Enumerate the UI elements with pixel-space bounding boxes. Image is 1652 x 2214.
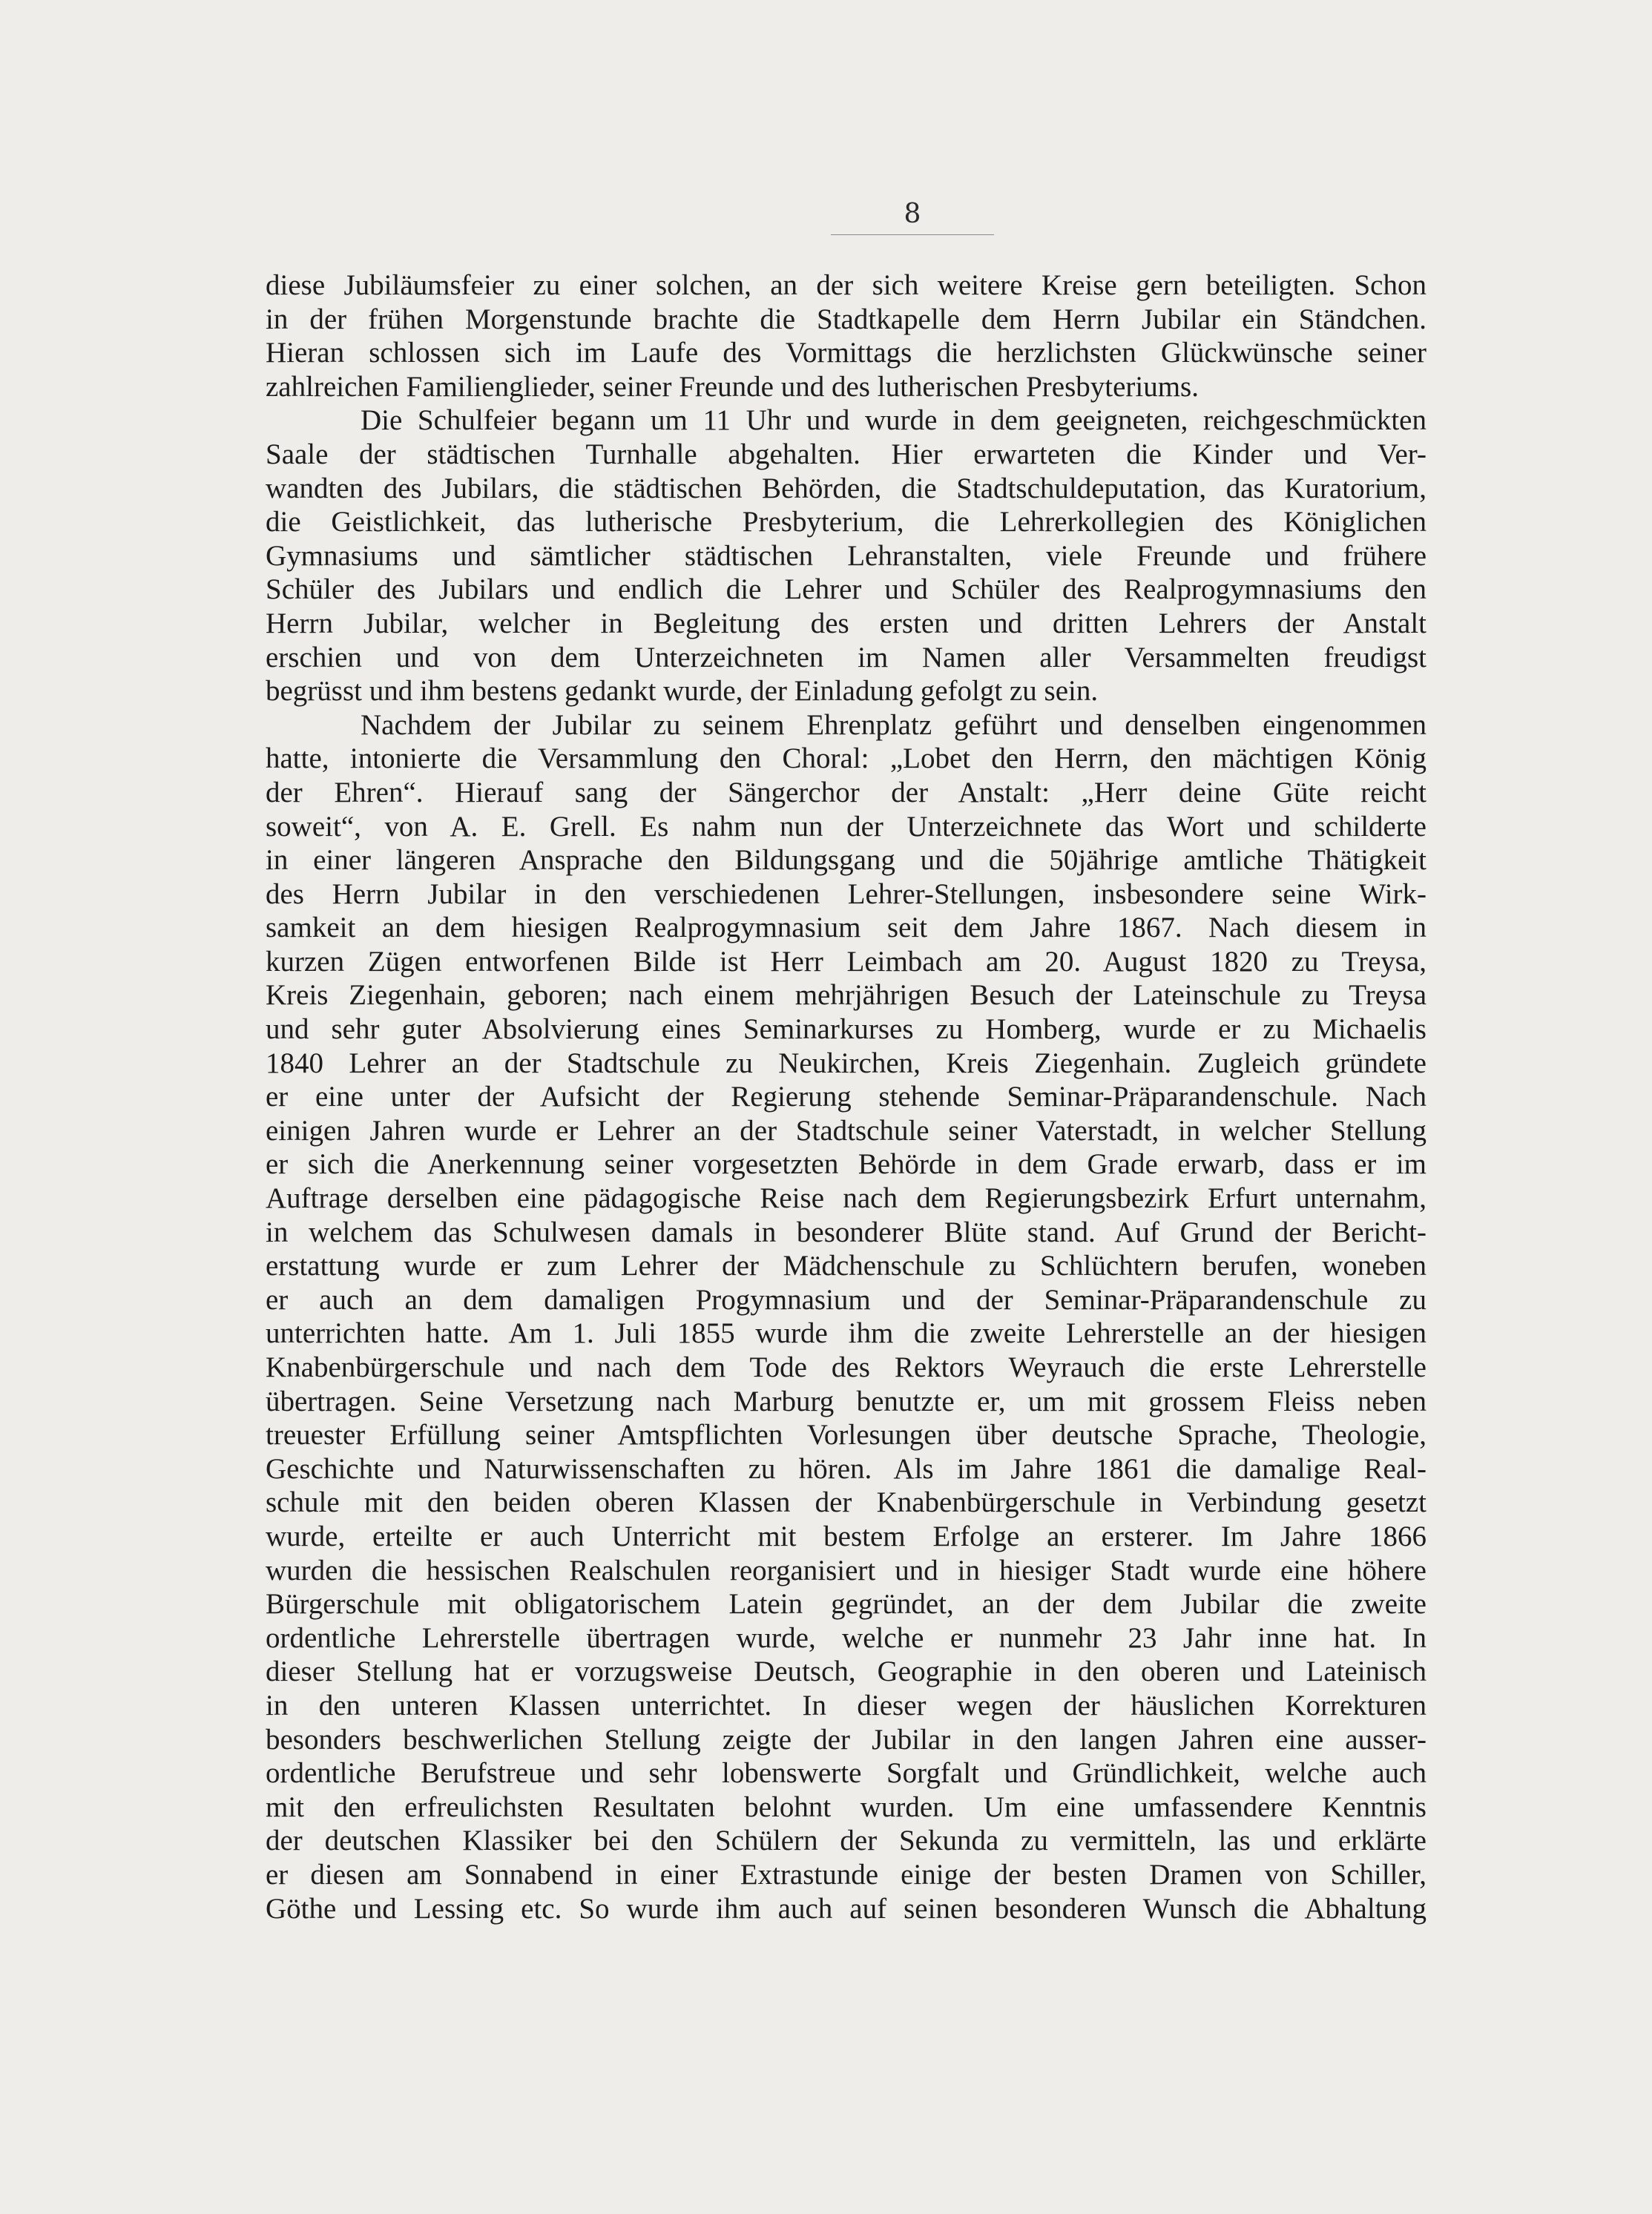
text-line: besonders beschwerlichen Stellung zeigte der Jubilar in den langen Jahren eine ausser-: [266, 1723, 1426, 1756]
text-line: wandten des Jubilars, die städtischen Behörden, die Stadtschuldeputation, das Kuratorium,: [266, 472, 1426, 504]
text-line: diese Jubiläumsfeier zu einer solchen, an der sich weitere Kreise gern beteiligten. Schon: [266, 269, 1426, 301]
text-line: Saale der städtischen Turnhalle abgehalten. Hier erwarteten die Kinder und Ver-: [266, 438, 1426, 470]
text-line: Nachdem der Jubilar zu seinem Ehrenplatz geführt und denselben eingenommen: [361, 708, 1426, 741]
text-line: und sehr guter Absolvierung eines Seminarkurses zu Homberg, wurde er zu Michaelis: [266, 1013, 1426, 1046]
text-line: Knabenbürgerschule und nach dem Tode des Rektors Weyrauch die erste Lehrerstelle: [266, 1351, 1426, 1383]
text-line: er auch an dem damaligen Progymnasium und der Seminar-Präparandenschule zu: [266, 1283, 1426, 1316]
text-line: wurden die hessischen Realschulen reorganisiert und in hiesiger Stadt wurde eine höhere: [266, 1554, 1426, 1587]
text-line: mit den erfreulichsten Resultaten belohnt wurden. Um eine umfassendere Kenntnis: [266, 1790, 1426, 1823]
text-line: Herrn Jubilar, welcher in Begleitung des ersten und dritten Lehrers der Anstalt: [266, 607, 1426, 639]
text-line: wurde, erteilte er auch Unterricht mit bestem Erfolge an ersterer. Im Jahre 1866: [266, 1520, 1426, 1552]
text-line: in welchem das Schulwesen damals in besonderer Blüte stand. Auf Grund der Bericht-: [266, 1216, 1426, 1248]
text-line: Bürgerschule mit obligatorischem Latein gegründet, an der dem Jubilar die zweite: [266, 1588, 1426, 1621]
text-line: der Ehren“. Hierauf sang der Sängerchor der Anstalt: „Herr deine Güte reicht: [266, 776, 1426, 808]
text-line: begrüsst und ihm bestens gedankt wurde, der Einladung gefolgt zu sein.: [266, 675, 1099, 708]
page-number: 8: [904, 199, 921, 229]
text-line: dieser Stellung hat er vorzugsweise Deutsch, Geographie in den oberen und Lateinisch: [266, 1655, 1426, 1688]
text-line: übertragen. Seine Versetzung nach Marburg benutzte er, um mit grossem Fleiss neben: [266, 1385, 1426, 1417]
text-line: Schüler des Jubilars und endlich die Lehrer und Schüler des Realprogymnasiums den: [266, 573, 1426, 606]
text-line: soweit“, von A. E. Grell. Es nahm nun der Unterzeichnete das Wort und schilderte: [266, 810, 1426, 843]
text-line: ordentliche Lehrerstelle übertragen wurde, welche er nunmehr 23 Jahr inne hat. In: [266, 1621, 1426, 1654]
text-line: Kreis Ziegenhain, geboren; nach einem mehrjährigen Besuch der Lateinschule zu Treysa: [266, 979, 1426, 1012]
text-line: 1840 Lehrer an der Stadtschule zu Neukirchen, Kreis Ziegenhain. Zugleich gründete: [266, 1047, 1426, 1079]
text-line: treuester Erfüllung seiner Amtspflichten Vorlesungen über deutsche Sprache, Theologie,: [266, 1419, 1426, 1452]
text-line: er diesen am Sonnabend in einer Extrastunde einige der besten Dramen von Schiller,: [266, 1858, 1426, 1891]
text-line: in der frühen Morgenstunde brachte die Stadtkapelle dem Herrn Jubilar ein Ständchen.: [266, 303, 1426, 335]
text-line: Auftrage derselben eine pädagogische Reise nach dem Regierungsbezirk Erfurt unternahm,: [266, 1182, 1426, 1215]
text-line: erstattung wurde er zum Lehrer der Mädchenschule zu Schlüchtern berufen, woneben: [266, 1250, 1426, 1282]
body-text: [266, 268, 1426, 1925]
text-line: schule mit den beiden oberen Klassen der Knabenbürgerschule in Verbindung gesetzt: [266, 1486, 1426, 1519]
text-line: erschien und von dem Unterzeichneten im Namen aller Versammelten freudigst: [266, 641, 1426, 673]
text-line: Geschichte und Naturwissenschaften zu hören. Als im Jahre 1861 die damalige Real-: [266, 1452, 1426, 1485]
text-line: hatte, intonierte die Versammlung den Choral: „Lobet den Herrn, den mächtigen König: [266, 742, 1426, 775]
header-rule: [831, 234, 994, 235]
text-line: er sich die Anerkennung seiner vorgesetzten Behörde in dem Grade erwarb, dass er im: [266, 1148, 1426, 1181]
text-line: des Herrn Jubilar in den verschiedenen Lehrer-Stellungen, insbesondere seine Wirk-: [266, 877, 1426, 910]
text-line: Die Schulfeier begann um 11 Uhr und wurde in dem geeigneten, reichgeschmückten: [361, 404, 1426, 437]
text-line: er eine unter der Aufsicht der Regierung stehende Seminar-Präparandenschule. Nach: [266, 1081, 1426, 1113]
text-line: zahlreichen Familienglieder, seiner Freunde und des lutherischen Presbyteriums.: [266, 370, 1199, 403]
text-line: einigen Jahren wurde er Lehrer an der Stadtschule seiner Vaterstadt, in welcher Stellung: [266, 1114, 1426, 1147]
text-line: samkeit an dem hiesigen Realprogymnasium seit dem Jahre 1867. Nach diesem in: [266, 912, 1426, 944]
text-line: in den unteren Klassen unterrichtet. In dieser wegen der häuslichen Korrekturen: [266, 1689, 1426, 1722]
text-line: Gymnasiums und sämtlicher städtischen Lehranstalten, viele Freunde und frühere: [266, 539, 1426, 572]
text-line: ordentliche Berufstreue und sehr lobenswerte Sorgfalt und Gründlichkeit, welche auch: [266, 1757, 1426, 1790]
text-line: kurzen Zügen entworfenen Bilde ist Herr Leimbach am 20. August 1820 zu Treysa,: [266, 945, 1426, 978]
text-line: die Geistlichkeit, das lutherische Presbyterium, die Lehrerkollegien des Königlichen: [266, 506, 1426, 538]
text-line: der deutschen Klassiker bei den Schülern der Sekunda zu vermitteln, las und erklärte: [266, 1825, 1426, 1857]
text-line: unterrichten hatte. Am 1. Juli 1855 wurde ihm die zweite Lehrerstelle an der hiesigen: [266, 1317, 1426, 1350]
text-line: Göthe und Lessing etc. So wurde ihm auch auf seinen besonderen Wunsch die Abhaltung: [266, 1892, 1426, 1925]
text-line: Hieran schlossen sich im Laufe des Vormittags die herzlichsten Glückwünsche seiner: [266, 337, 1426, 369]
text-line: in einer längeren Ansprache den Bildungsgang und die 50jährige amtliche Thätigkeit: [266, 844, 1426, 877]
